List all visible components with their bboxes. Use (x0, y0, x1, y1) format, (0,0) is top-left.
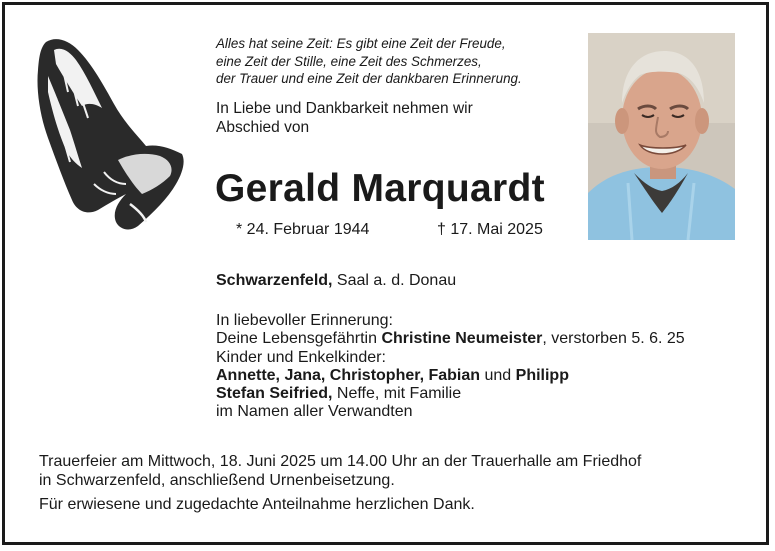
nephew-name: Stefan Seifried, (216, 385, 333, 403)
residence (216, 272, 456, 290)
children-line (216, 367, 685, 385)
mourners-list (216, 312, 685, 422)
children-heading: Kinder und Enkelkinder: (216, 348, 386, 366)
birth-date: * 24. Februar 1944 (236, 221, 370, 238)
portrait-photo (588, 33, 735, 240)
deceased-name: Gerald Marquardt (215, 167, 545, 210)
intro-line: Abschied von (216, 119, 310, 136)
children-last-name: Philipp (515, 366, 569, 384)
funeral-line: Trauerfeier am Mittwoch, 18. Juni 2025 um 14.00 Uhr an der Trauerhalle am Friedhof (39, 453, 642, 470)
partner-prefix: Deine Lebensgefährtin (216, 330, 382, 348)
nephew-suffix: Neffe, mit Familie (332, 385, 462, 403)
children-and: und (480, 366, 516, 384)
partner-line (216, 330, 685, 348)
partner-name: Christine Neumeister (381, 330, 543, 348)
quote-line: Alles hat seine Zeit: Es gibt eine Zeit der Freude, (216, 36, 506, 51)
residence-rest: Saal a. d. Donau (332, 272, 457, 289)
farewell-intro (216, 99, 473, 137)
memory-heading: In liebevoller Erinnerung: (216, 312, 393, 329)
quote-line: eine Zeit der Stille, eine Zeit des Schmerzes, (216, 53, 482, 69)
nephew-line (216, 385, 685, 403)
funeral-info (39, 453, 641, 515)
children-names: Annette, Jana, Christopher, Fabian (216, 366, 481, 384)
thanks-line: Für erwiesene und zugedachte Anteilnahme herzlichen Dank. (39, 496, 475, 513)
memorial-quote (216, 35, 576, 88)
praying-hands-icon (34, 34, 190, 234)
partner-suffix: , verstorben 5. 6. 25 (542, 330, 685, 348)
residence-town: Schwarzenfeld, (216, 272, 333, 289)
relatives-line: im Namen aller Verwandten (216, 403, 413, 421)
death-date: † 17. Mai 2025 (437, 221, 543, 238)
funeral-line: in Schwarzenfeld, anschließend Urnenbeisetzung. (39, 471, 395, 489)
intro-line: In Liebe und Dankbarkeit nehmen wir (216, 100, 473, 117)
quote-line: der Trauer und eine Zeit der dankbaren Erinnerung. (216, 71, 522, 86)
